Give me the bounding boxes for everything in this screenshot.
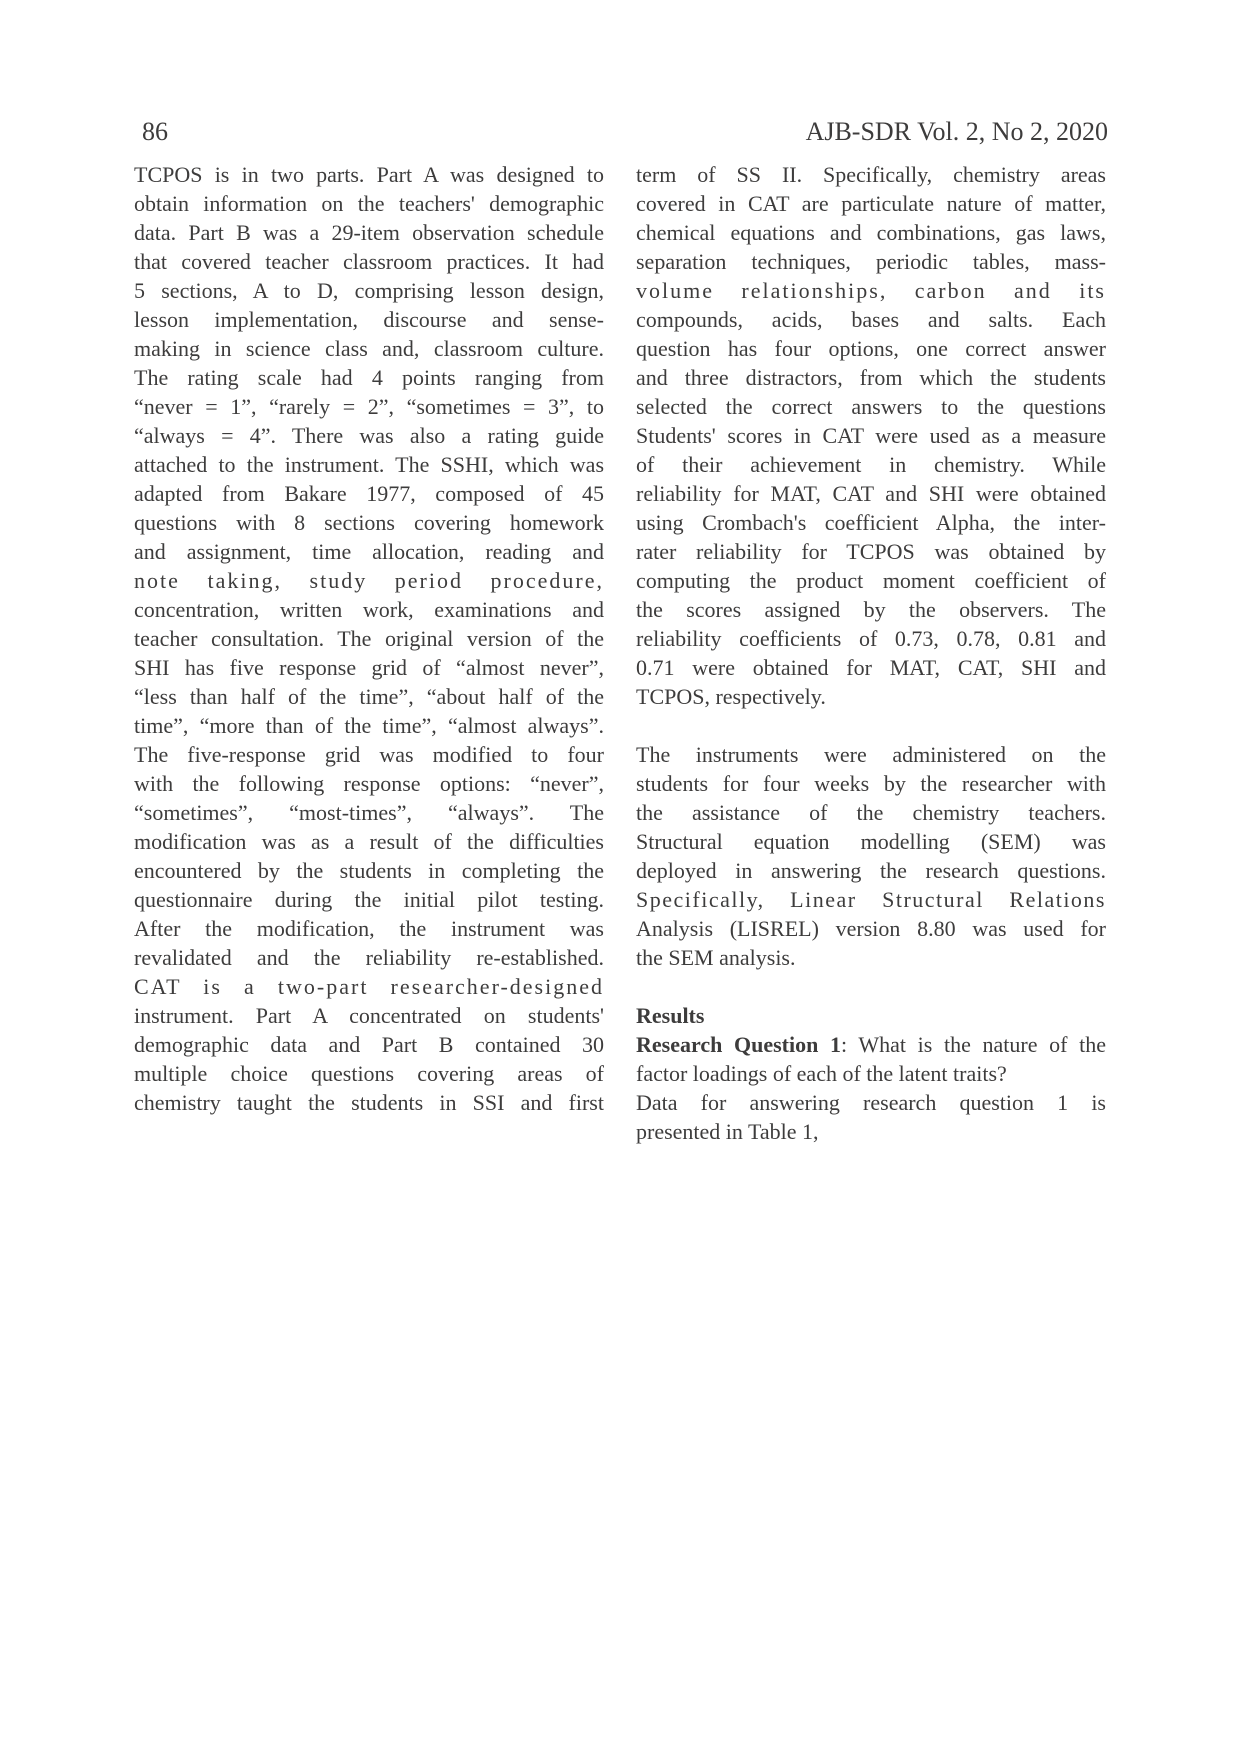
- bold-text: Research Question 1: [636, 1032, 841, 1057]
- text-line: [636, 1001, 1106, 1030]
- text-line: volume relationships, carbon and its: [636, 278, 1106, 303]
- text-line: rater reliability for TCPOS was obtained by: [636, 539, 1106, 564]
- text-line: that covered teacher classroom practices. It had: [134, 249, 604, 274]
- text-line: chemistry taught the students in SSI and first: [134, 1090, 604, 1115]
- text-line: The instruments were administered on the: [636, 742, 1106, 767]
- text-line: note taking, study period procedure,: [134, 568, 604, 593]
- text-line: attached to the instrument. The SSHI, which was: [134, 452, 604, 477]
- paragraph-gap: [636, 711, 1106, 740]
- text-line: “always = 4”. There was also a rating guide: [134, 423, 604, 448]
- text-line: The rating scale had 4 points ranging from: [134, 365, 604, 390]
- text-line: data. Part B was a 29-item observation schedule: [134, 220, 604, 245]
- text-line: reliability coefficients of 0.73, 0.78, 0.81 and: [636, 626, 1106, 651]
- text-line: adapted from Bakare 1977, composed of 45: [134, 481, 604, 506]
- text-line: reliability for MAT, CAT and SHI were obtained: [636, 481, 1106, 506]
- text-line: multiple choice questions covering areas of: [134, 1061, 604, 1086]
- text-line: modification was as a result of the difficulties: [134, 829, 604, 854]
- text-line: and three distractors, from which the students: [636, 365, 1106, 390]
- text-line: lesson implementation, discourse and sense-: [134, 307, 604, 332]
- right-column: [636, 160, 1106, 1146]
- text-line: SHI has five response grid of “almost never”,: [134, 655, 604, 680]
- text-line: “sometimes”, “most-times”, “always”. The: [134, 800, 604, 825]
- text-line: and assignment, time allocation, reading and: [134, 539, 604, 564]
- text-line: of their achievement in chemistry. While: [636, 452, 1106, 477]
- text-line: Students' scores in CAT were used as a measure: [636, 423, 1106, 448]
- text-line: After the modification, the instrument was: [134, 916, 604, 941]
- page-header: [134, 116, 1108, 148]
- text-line: with the following response options: “never”,: [134, 771, 604, 796]
- text-line: term of SS II. Specifically, chemistry areas: [636, 162, 1106, 187]
- text-line: students for four weeks by the researcher with: [636, 771, 1106, 796]
- text-line: time”, “more than of the time”, “almost always”.: [134, 713, 604, 738]
- text-line: using Crombach's coefficient Alpha, the inter-: [636, 510, 1106, 535]
- text-line: Data for answering research question 1 is: [636, 1090, 1106, 1115]
- text-line: compounds, acids, bases and salts. Each: [636, 307, 1106, 332]
- text-line: revalidated and the reliability re-established.: [134, 945, 604, 970]
- text-line: teacher consultation. The original version of the: [134, 626, 604, 651]
- bold-text: Results: [636, 1003, 705, 1028]
- text-line: factor loadings of each of the latent traits?: [636, 1061, 1007, 1086]
- text-line: questionnaire during the initial pilot testing.: [134, 887, 604, 912]
- text-line: chemical equations and combinations, gas laws,: [636, 220, 1106, 245]
- text-line: Specifically, Linear Structural Relations: [636, 887, 1106, 912]
- text-line: separation techniques, periodic tables, mass-: [636, 249, 1106, 274]
- text-line: Structural equation modelling (SEM) was: [636, 829, 1106, 854]
- text-line: CAT is a two-part researcher-designed: [134, 974, 604, 999]
- text-line: obtain information on the teachers' demographic: [134, 191, 604, 216]
- text-line: question has four options, one correct answer: [636, 336, 1106, 361]
- text-line: deployed in answering the research questions.: [636, 858, 1106, 883]
- text-line: the assistance of the chemistry teachers.: [636, 800, 1106, 825]
- text-line: The five-response grid was modified to four: [134, 742, 604, 767]
- page-number: 86: [142, 117, 168, 146]
- text-line: “less than half of the time”, “about half of the: [134, 684, 604, 709]
- left-column: [134, 160, 604, 1146]
- text-line: “never = 1”, “rarely = 2”, “sometimes = 3”, to: [134, 394, 604, 419]
- text-line: Research Question 1: What is the nature of the: [636, 1032, 1106, 1057]
- article-body: [134, 160, 1106, 1146]
- text-line: demographic data and Part B contained 30: [134, 1032, 604, 1057]
- text-line: 5 sections, A to D, comprising lesson design,: [134, 278, 604, 303]
- text-line: 0.71 were obtained for MAT, CAT, SHI and: [636, 655, 1106, 680]
- paragraph-gap: [636, 972, 1106, 1001]
- text-line: questions with 8 sections covering homework: [134, 510, 604, 535]
- text-line: covered in CAT are particulate nature of matter,: [636, 191, 1106, 216]
- text-line: encountered by the students in completing the: [134, 858, 604, 883]
- text-line: instrument. Part A concentrated on students': [134, 1003, 604, 1028]
- text-line: computing the product moment coefficient of: [636, 568, 1106, 593]
- text-line: TCPOS, respectively.: [636, 684, 826, 709]
- text-line: the scores assigned by the observers. The: [636, 597, 1106, 622]
- journal-header: AJB-SDR Vol. 2, No 2, 2020: [805, 117, 1108, 146]
- text-line: making in science class and, classroom culture.: [134, 336, 604, 361]
- text-line: the SEM analysis.: [636, 945, 796, 970]
- text-line: selected the correct answers to the questions: [636, 394, 1106, 419]
- text-line: presented in Table 1,: [636, 1119, 819, 1144]
- text-line: TCPOS is in two parts. Part A was designed to: [134, 162, 604, 187]
- text-line: concentration, written work, examinations and: [134, 597, 604, 622]
- text-line: Analysis (LISREL) version 8.80 was used for: [636, 916, 1106, 941]
